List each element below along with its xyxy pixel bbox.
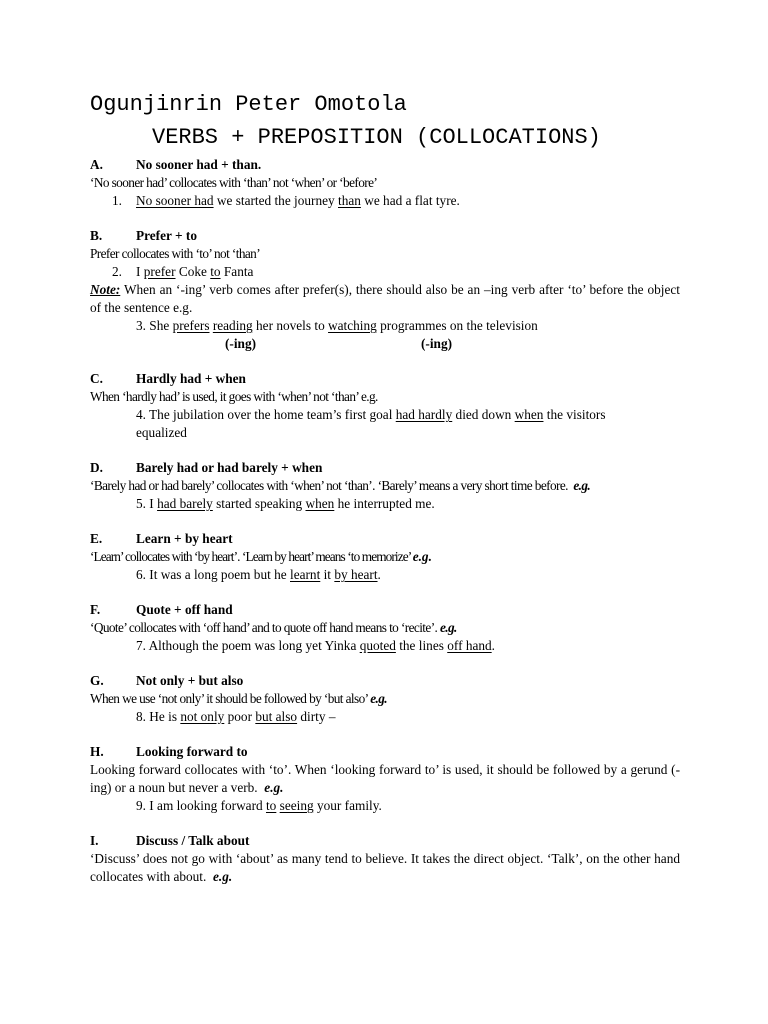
example-sentence <box>90 263 680 281</box>
section-description <box>90 619 680 637</box>
description-text: ‘Quote’ collocates with ‘off hand’ and to quote off hand means to ‘recite’. <box>90 620 438 635</box>
example-text: 8. He is <box>136 709 181 724</box>
example-sentence <box>90 406 680 424</box>
section-description <box>90 548 680 566</box>
example-sentence <box>90 797 680 815</box>
example-sentence <box>90 317 680 335</box>
underlined-phrase: to <box>265 798 277 813</box>
example-sentence <box>90 566 680 584</box>
note-label: Note: <box>90 282 121 297</box>
underlined-phrase: by heart <box>334 567 378 582</box>
section-e <box>90 530 680 584</box>
section-title: Looking forward to <box>136 744 248 759</box>
section-description <box>90 850 680 886</box>
example-text: I <box>136 264 144 279</box>
document-title: VERBS + PREPOSITION (COLLOCATIONS) <box>152 125 601 150</box>
section-letter: E. <box>90 531 103 546</box>
ing-label: (-ing) <box>421 336 453 351</box>
section-a <box>90 156 680 210</box>
example-sentence <box>90 495 680 513</box>
section-heading <box>90 832 680 850</box>
section-b <box>90 227 680 353</box>
section-heading <box>90 370 680 388</box>
underlined-phrase: when <box>305 496 335 511</box>
example-text: we had a flat tyre. <box>360 193 460 208</box>
section-letter: G. <box>90 673 104 688</box>
example-number: 2. <box>112 264 122 279</box>
note-text: When an ‘-ing’ verb comes after prefer(s), there should also be an –ing verb after ‘to’ before the object of the sentence e.g. <box>90 282 680 315</box>
section-i <box>90 832 680 886</box>
underlined-phrase: watching <box>328 318 377 333</box>
section-description <box>90 761 680 797</box>
underlined-phrase: seeing <box>279 798 314 813</box>
ing-label: (-ing) <box>225 336 257 351</box>
section-heading <box>90 601 680 619</box>
section-title: Discuss / Talk about <box>136 833 250 848</box>
underlined-phrase: to <box>210 264 221 279</box>
underlined-phrase: prefers <box>172 318 210 333</box>
section-description <box>90 690 680 708</box>
example-text: the visitors <box>543 407 606 422</box>
section-heading <box>90 743 680 761</box>
example-text: 9. I am looking forward <box>136 798 266 813</box>
eg-marker: e.g. <box>212 869 233 884</box>
example-text: 3. She <box>136 318 173 333</box>
section-description <box>90 477 680 495</box>
section-title: Hardly had + when <box>136 371 246 386</box>
section-letter: B. <box>90 228 103 243</box>
example-sentence <box>90 637 680 655</box>
section-title: Barely had or had barely + when <box>136 460 323 475</box>
underlined-phrase: quoted <box>359 638 396 653</box>
example-text: programmes on the television <box>376 318 538 333</box>
example-text: poor <box>224 709 256 724</box>
underlined-phrase: than <box>338 193 361 208</box>
section-description: When ‘hardly had’ is used, it goes with ‘when’ not ‘than’ e.g. <box>90 389 378 404</box>
example-text: died down <box>452 407 515 422</box>
section-f <box>90 601 680 655</box>
section-heading <box>90 227 680 245</box>
section-description: ‘No sooner had’ collocates with ‘than’ not ‘when’ or ‘before’ <box>90 175 378 190</box>
section-heading <box>90 530 680 548</box>
example-text: the lines <box>395 638 448 653</box>
description-text: ‘Discuss’ does not go with ‘about’ as many tend to believe. It takes the direct object. ‘Talk’, on the other hand collocates with about. <box>90 851 680 884</box>
note-paragraph <box>90 281 680 317</box>
example-text: we started the journey <box>213 193 338 208</box>
underlined-phrase: had hardly <box>395 407 453 422</box>
eg-marker: e.g. <box>439 620 457 635</box>
section-letter: C. <box>90 371 103 386</box>
example-text: her novels to <box>252 318 329 333</box>
example-text: it <box>320 567 335 582</box>
section-letter: D. <box>90 460 103 475</box>
example-sentence <box>90 192 680 210</box>
example-text: your family. <box>313 798 382 813</box>
eg-marker: e.g. <box>573 478 591 493</box>
example-text: dirty – <box>297 709 336 724</box>
description-text: Looking forward collocates with ‘to’. When ‘looking forward to’ is used, it should be followed by a gerund (-ing) or a noun but never a verb. <box>90 762 680 795</box>
underlined-phrase: No sooner had <box>136 193 214 208</box>
eg-marker: e.g. <box>370 691 388 706</box>
section-letter: I. <box>90 833 99 848</box>
section-heading <box>90 156 680 174</box>
underlined-phrase: had barely <box>157 496 213 511</box>
section-title: Quote + off hand <box>136 602 233 617</box>
eg-marker: e.g. <box>412 549 432 564</box>
description-text: ‘Barely had or had barely’ collocates with ‘when’ not ‘than’. ‘Barely’ means a very short time before. <box>90 478 568 493</box>
section-letter: H. <box>90 744 104 759</box>
eg-marker: e.g. <box>264 780 284 795</box>
underlined-phrase: when <box>514 407 544 422</box>
example-sentence <box>90 708 680 726</box>
example-text: 6. It was a long poem but he <box>136 567 290 582</box>
ing-labels <box>90 335 680 353</box>
underlined-phrase: prefer <box>143 264 176 279</box>
section-title: Prefer + to <box>136 228 197 243</box>
section-c <box>90 370 680 442</box>
example-text: 4. The jubilation over the home team’s first goal <box>136 407 396 422</box>
section-g <box>90 672 680 726</box>
example-continuation: equalized <box>136 425 187 440</box>
section-letter: A. <box>90 157 103 172</box>
underlined-phrase: learnt <box>290 567 321 582</box>
example-text: he interrupted me. <box>334 496 435 511</box>
example-text: . <box>491 638 495 653</box>
section-title: Learn + by heart <box>136 531 233 546</box>
example-text: . <box>377 567 381 582</box>
underlined-phrase: but also <box>255 709 298 724</box>
author-name: Ogunjinrin Peter Omotola <box>90 92 407 117</box>
underlined-phrase: off hand <box>447 638 492 653</box>
collocation-sections <box>90 156 680 903</box>
section-title: Not only + but also <box>136 673 244 688</box>
example-text: 5. I <box>136 496 158 511</box>
example-text: Fanta <box>220 264 254 279</box>
section-heading <box>90 459 680 477</box>
example-text: 7. Although the poem was long yet Yinka <box>136 638 360 653</box>
underlined-phrase: reading <box>212 318 253 333</box>
section-title: No sooner had + than. <box>136 157 262 172</box>
example-text: started speaking <box>212 496 306 511</box>
description-text: When we use ‘not only’ it should be followed by ‘but also’ <box>90 691 368 706</box>
example-text: Coke <box>175 264 211 279</box>
example-number: 1. <box>112 193 122 208</box>
section-letter: F. <box>90 602 101 617</box>
section-heading <box>90 672 680 690</box>
section-d <box>90 459 680 513</box>
underlined-phrase: not only <box>180 709 225 724</box>
section-description: Prefer collocates with ‘to’ not ‘than’ <box>90 246 261 261</box>
description-text: ‘Learn’ collocates with ‘by heart’. ‘Learn by heart’ means ‘to memorize’ <box>90 549 411 564</box>
section-h <box>90 743 680 815</box>
